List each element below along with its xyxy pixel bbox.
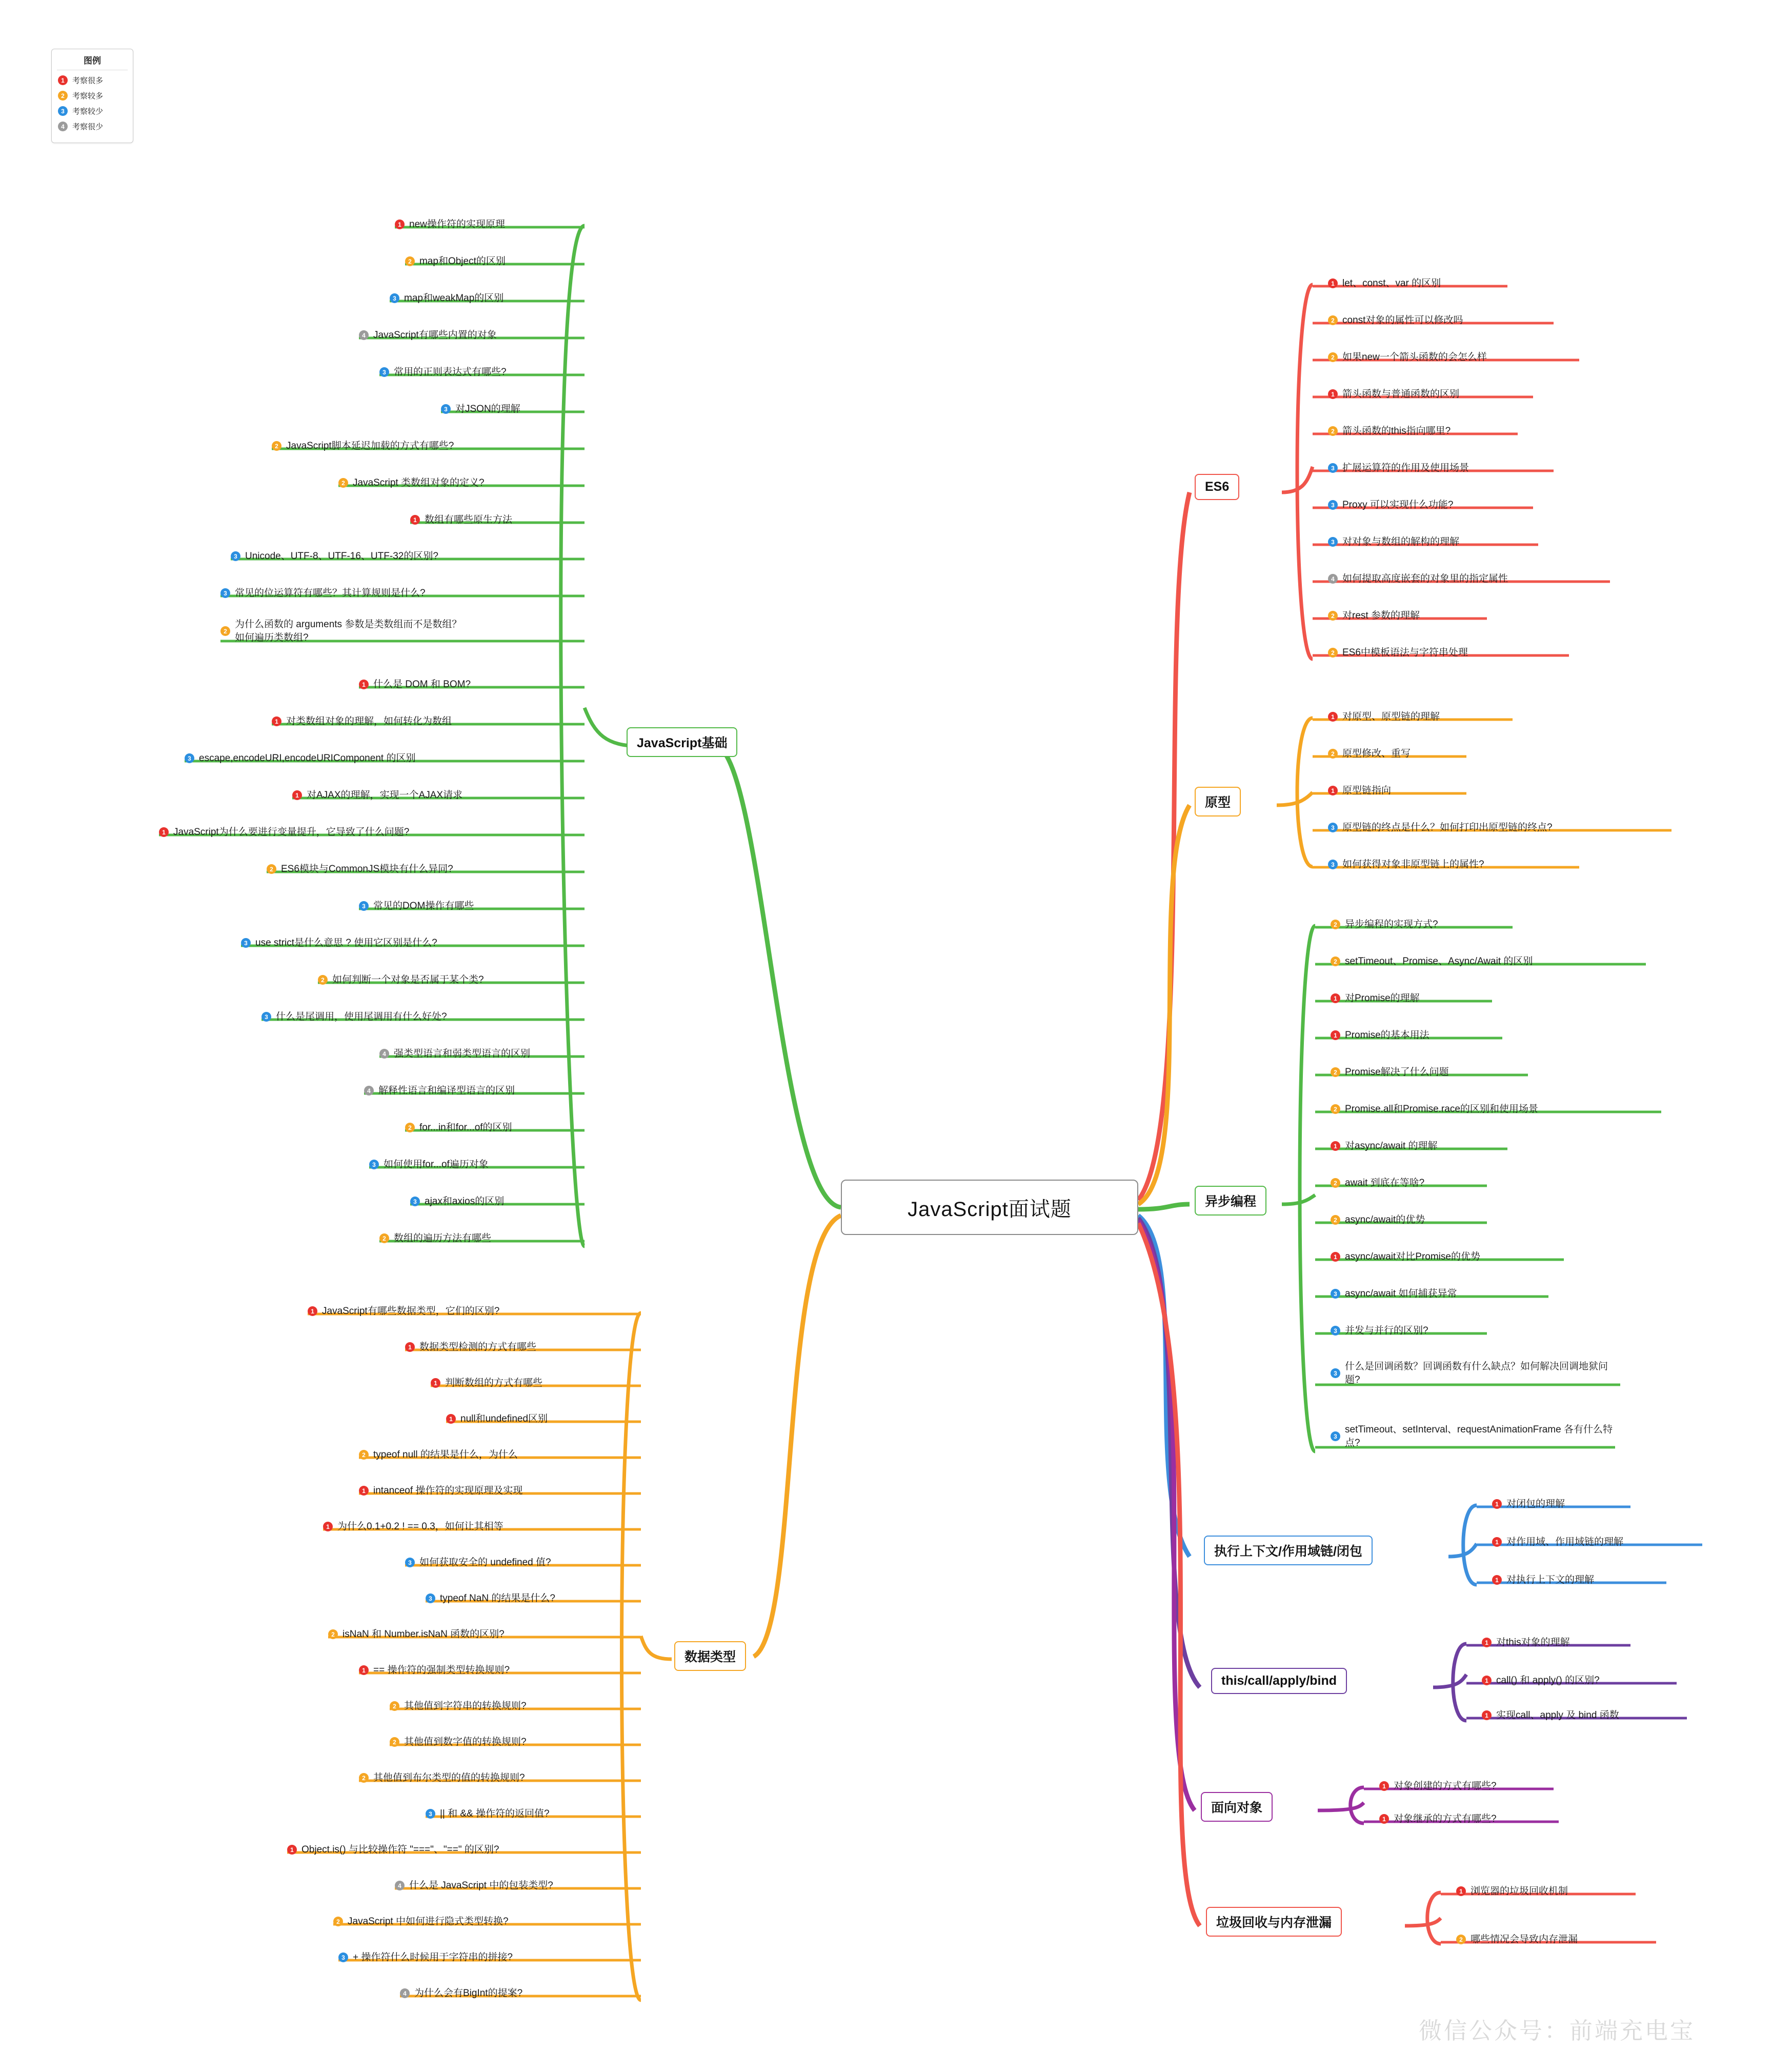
leaf-datatype[interactable] bbox=[359, 1484, 522, 1498]
badge-icon: 3 bbox=[405, 1558, 415, 1567]
badge-icon: 1 bbox=[287, 1845, 297, 1855]
branch-execution-context[interactable]: 执行上下文/作用域链/闭包 bbox=[1204, 1536, 1373, 1565]
leaf-label: 浏览器的垃圾回收机制 bbox=[1471, 1886, 1568, 1897]
legend-item-label: 考察很多 bbox=[72, 76, 104, 85]
badge-icon: 1 bbox=[1482, 1710, 1492, 1720]
badge-icon: 2 bbox=[1331, 1178, 1340, 1188]
legend-item bbox=[58, 90, 128, 101]
leaf-label: JavaScript脚本延迟加载的方式有哪些? bbox=[286, 441, 454, 451]
badge-icon: 1 bbox=[1331, 1141, 1340, 1151]
leaf-label: await 到底在等啥? bbox=[1345, 1178, 1425, 1188]
badge-icon: 4 bbox=[1328, 574, 1338, 584]
leaf-label: let、const、var 的区别 bbox=[1342, 278, 1441, 289]
leaf-datatype[interactable] bbox=[333, 1915, 509, 1928]
badge-icon: 1 bbox=[323, 1522, 333, 1531]
badge-icon: 1 bbox=[1379, 1781, 1389, 1791]
leaf-prototype[interactable] bbox=[1328, 821, 1553, 834]
leaf-label: JavaScript 中如何进行隐式类型转换? bbox=[348, 1916, 509, 1927]
leaf-js-base[interactable] bbox=[405, 1121, 512, 1134]
leaf-label: call() 和 apply() 的区别? bbox=[1496, 1675, 1600, 1686]
leaf-js-base[interactable] bbox=[379, 366, 507, 379]
leaf-gc[interactable] bbox=[1456, 1885, 1568, 1898]
branch-prototype[interactable]: 原型 bbox=[1195, 787, 1241, 816]
leaf-label: 原型链指向 bbox=[1342, 785, 1392, 796]
leaf-es6[interactable] bbox=[1328, 572, 1508, 586]
leaf-label: 箭头函数与普通函数的区别 bbox=[1342, 389, 1460, 400]
leaf-datatype[interactable] bbox=[390, 1700, 527, 1713]
badge-icon: 1 bbox=[159, 827, 169, 837]
leaf-datatype[interactable] bbox=[359, 1664, 510, 1677]
leaf-label: 如何获得对象非原型链上的属性? bbox=[1342, 859, 1484, 870]
leaf-label: map和Object的区别 bbox=[419, 256, 506, 267]
badge-icon: 1 bbox=[359, 1486, 369, 1496]
legend-item-label: 考察较多 bbox=[72, 92, 104, 101]
leaf-js-base[interactable] bbox=[359, 900, 474, 913]
leaf-es6[interactable] bbox=[1328, 499, 1453, 512]
leaf-js-base[interactable] bbox=[231, 550, 438, 563]
badge-icon: 1 bbox=[1492, 1499, 1502, 1509]
badge-icon: 3 bbox=[410, 1197, 420, 1206]
leaf-label: intanceof 操作符的实现原理及实现 bbox=[373, 1485, 523, 1496]
badge-icon: 1 bbox=[308, 1306, 317, 1316]
leaf-label: 对对象与数组的解构的理解 bbox=[1342, 536, 1460, 547]
legend-item bbox=[58, 106, 128, 116]
leaf-es6[interactable] bbox=[1328, 609, 1420, 623]
badge-icon: 2 bbox=[1328, 749, 1338, 759]
badge-3-icon: 3 bbox=[58, 106, 68, 116]
leaf-label: 箭头函数的this指向哪里? bbox=[1342, 426, 1451, 436]
leaf-label: 对this对象的理解 bbox=[1496, 1637, 1570, 1648]
badge-icon: 1 bbox=[1331, 993, 1340, 1003]
leaf-async[interactable] bbox=[1331, 1066, 1449, 1079]
badge-icon: 3 bbox=[1331, 1368, 1340, 1378]
branch-async[interactable]: 异步编程 bbox=[1195, 1186, 1266, 1216]
badge-icon: 3 bbox=[1328, 500, 1338, 510]
leaf-label: 对闭包的理解 bbox=[1506, 1499, 1565, 1509]
leaf-label: ES6中模板语法与字符串处理 bbox=[1342, 647, 1468, 658]
badge-icon: 2 bbox=[1456, 1935, 1466, 1944]
leaf-label: 如何提取高度嵌套的对象里的指定属性 bbox=[1342, 573, 1508, 584]
badge-icon: 2 bbox=[318, 975, 328, 985]
badge-icon: 1 bbox=[405, 1342, 415, 1352]
leaf-label: 什么是 JavaScript 中的包装类型? bbox=[409, 1880, 553, 1891]
badge-icon: 3 bbox=[359, 901, 369, 911]
badge-icon: 2 bbox=[1331, 1104, 1340, 1114]
leaf-label: for...in和for...of的区别 bbox=[419, 1122, 512, 1133]
leaf-js-base[interactable] bbox=[369, 1158, 489, 1171]
badge-4-icon: 4 bbox=[58, 122, 68, 131]
badge-icon: 1 bbox=[1492, 1537, 1502, 1547]
leaf-label: Unicode、UTF-8、UTF-16、UTF-32的区别? bbox=[245, 551, 438, 562]
leaf-label: typeof NaN 的结果是什么? bbox=[440, 1593, 555, 1604]
leaf-context[interactable] bbox=[1492, 1573, 1594, 1587]
leaf-js-base[interactable] bbox=[261, 1010, 447, 1024]
badge-icon: 2 bbox=[1331, 920, 1340, 929]
legend-item-label: 考察较少 bbox=[72, 107, 104, 116]
leaf-label: 其他值到布尔类型的值的转换规则? bbox=[373, 1772, 525, 1783]
leaf-label: ajax和axios的区别 bbox=[425, 1196, 505, 1207]
badge-icon: 2 bbox=[328, 1629, 338, 1639]
leaf-datatype[interactable] bbox=[400, 1987, 522, 2000]
leaf-datatype[interactable] bbox=[405, 1556, 551, 1569]
leaf-label: JavaScript 类数组对象的定义? bbox=[353, 477, 485, 488]
badge-icon: 4 bbox=[395, 1881, 405, 1890]
leaf-js-base[interactable] bbox=[220, 587, 426, 600]
leaf-label: 常见的位运算符有哪些？其计算规则是什么? bbox=[235, 588, 426, 599]
leaf-async[interactable] bbox=[1331, 1324, 1428, 1338]
badge-icon: 4 bbox=[400, 1988, 410, 1998]
leaf-async[interactable] bbox=[1331, 1360, 1618, 1386]
badge-icon: 2 bbox=[338, 478, 348, 488]
leaf-js-base[interactable] bbox=[159, 826, 409, 839]
leaf-label: 数组的遍历方法有哪些 bbox=[394, 1233, 492, 1244]
badge-icon: 3 bbox=[441, 404, 451, 414]
leaf-this[interactable] bbox=[1482, 1636, 1570, 1649]
leaf-gc[interactable] bbox=[1456, 1933, 1578, 1946]
leaf-prototype[interactable] bbox=[1328, 784, 1391, 798]
leaf-js-base[interactable] bbox=[272, 715, 452, 728]
leaf-js-base[interactable] bbox=[359, 329, 497, 342]
badge-icon: 2 bbox=[379, 1233, 389, 1243]
leaf-label: 对AJAX的理解，实现一个AJAX请求 bbox=[307, 790, 463, 801]
badge-icon: 3 bbox=[1328, 463, 1338, 473]
leaf-datatype[interactable] bbox=[359, 1771, 525, 1785]
leaf-async[interactable] bbox=[1331, 1140, 1438, 1153]
leaf-label: 强类型语言和弱类型语言的区别 bbox=[394, 1048, 531, 1059]
leaf-async[interactable] bbox=[1331, 1029, 1429, 1042]
badge-icon: 2 bbox=[220, 626, 230, 636]
leaf-datatype[interactable] bbox=[405, 1341, 536, 1354]
badge-icon: 1 bbox=[1328, 712, 1338, 722]
badge-icon: 3 bbox=[338, 1953, 348, 1962]
leaf-label: 数组有哪些原生方法 bbox=[425, 514, 513, 525]
leaf-datatype[interactable] bbox=[426, 1807, 550, 1821]
badge-1-icon: 1 bbox=[58, 75, 68, 85]
leaf-label: 扩展运算符的作用及使用场景 bbox=[1342, 463, 1469, 473]
leaf-js-base[interactable] bbox=[379, 1047, 530, 1061]
leaf-label: 对Promise的理解 bbox=[1345, 993, 1420, 1004]
leaf-label: 对原型、原型链的理解 bbox=[1342, 711, 1440, 722]
leaf-label: 什么是 DOM 和 BOM? bbox=[373, 679, 471, 690]
leaf-js-base[interactable] bbox=[292, 789, 462, 802]
leaf-datatype[interactable] bbox=[390, 1736, 527, 1749]
leaf-label: 原型修改、重写 bbox=[1342, 748, 1411, 759]
badge-icon: 4 bbox=[359, 330, 369, 340]
leaf-label: 对象创建的方式有哪些? bbox=[1394, 1781, 1497, 1791]
leaf-es6[interactable] bbox=[1328, 535, 1459, 549]
leaf-datatype[interactable] bbox=[446, 1412, 548, 1426]
badge-icon: 1 bbox=[292, 790, 302, 800]
leaf-label: 为什么0.1+0.2 ! == 0.3，如何让其相等 bbox=[337, 1521, 504, 1532]
leaf-label: ES6模块与CommonJS模块有什么异同? bbox=[281, 864, 453, 874]
badge-icon: 2 bbox=[390, 1701, 399, 1711]
leaf-datatype[interactable] bbox=[328, 1628, 505, 1641]
leaf-js-base[interactable] bbox=[318, 973, 484, 987]
badge-icon: 3 bbox=[1331, 1431, 1340, 1441]
leaf-label: 判断数组的方式有哪些 bbox=[445, 1378, 543, 1388]
leaf-label: 如何使用for...of遍历对象 bbox=[384, 1159, 489, 1170]
leaf-label: 对rest 参数的理解 bbox=[1342, 610, 1420, 621]
leaf-label: 其他值到字符串的转换规则? bbox=[404, 1701, 527, 1711]
leaf-label: 如何判断一个对象是否属于某个类? bbox=[332, 974, 484, 985]
leaf-prototype[interactable] bbox=[1328, 747, 1411, 761]
badge-icon: 2 bbox=[1328, 352, 1338, 362]
badge-icon: 2 bbox=[1328, 426, 1338, 436]
leaf-js-base[interactable] bbox=[395, 218, 505, 231]
leaf-label: 实现call、apply 及 bind 函数 bbox=[1496, 1710, 1619, 1721]
badge-icon: 1 bbox=[1482, 1676, 1492, 1685]
leaf-label: Proxy 可以实现什么功能? bbox=[1342, 500, 1454, 510]
leaf-label: async/await对比Promise的优势 bbox=[1345, 1251, 1480, 1262]
leaf-async[interactable] bbox=[1331, 1287, 1457, 1301]
badge-icon: 3 bbox=[185, 753, 194, 763]
leaf-label: 对执行上下文的理解 bbox=[1506, 1575, 1595, 1585]
badge-icon: 1 bbox=[359, 1665, 369, 1675]
leaf-es6[interactable] bbox=[1328, 351, 1487, 364]
leaf-label: 对象继承的方式有哪些? bbox=[1394, 1814, 1497, 1824]
badge-icon: 2 bbox=[1328, 611, 1338, 621]
legend-item bbox=[58, 121, 128, 132]
badge-icon: 3 bbox=[231, 551, 240, 561]
leaf-label: 对JSON的理解 bbox=[455, 404, 520, 414]
leaf-label: 对类数组对象的理解，如何转化为数组 bbox=[286, 716, 452, 727]
leaf-label: 为什么会有BigInt的提案? bbox=[414, 1988, 523, 1999]
badge-icon: 3 bbox=[241, 938, 251, 948]
leaf-label: escape,encodeURI,encodeURIComponent 的区别 bbox=[199, 753, 416, 764]
leaf-datatype[interactable] bbox=[308, 1305, 499, 1318]
badge-icon: 1 bbox=[1328, 278, 1338, 288]
leaf-label: Promise的基本用法 bbox=[1345, 1030, 1429, 1041]
leaf-js-base[interactable] bbox=[410, 513, 512, 527]
badge-icon: 4 bbox=[364, 1086, 374, 1095]
leaf-label: async/await 如何捕获异常 bbox=[1345, 1288, 1457, 1299]
branch-data-types[interactable]: 数据类型 bbox=[674, 1641, 746, 1671]
branch-es6[interactable]: ES6 bbox=[1195, 474, 1239, 500]
leaf-datatype[interactable] bbox=[431, 1377, 542, 1390]
leaf-label: 常用的正则表达式有哪些? bbox=[394, 367, 507, 377]
leaf-async[interactable] bbox=[1331, 1423, 1618, 1449]
branch-javascript-basics[interactable]: JavaScript基础 bbox=[627, 727, 737, 757]
leaf-js-base[interactable] bbox=[390, 292, 504, 305]
badge-icon: 3 bbox=[1328, 860, 1338, 869]
leaf-async[interactable] bbox=[1331, 992, 1420, 1005]
leaf-label: 并发与并行的区别? bbox=[1345, 1325, 1428, 1336]
branch-oop[interactable]: 面向对象 bbox=[1201, 1792, 1273, 1822]
leaf-label: isNaN 和 Number.isNaN 函数的区别? bbox=[343, 1629, 505, 1640]
badge-icon: 2 bbox=[390, 1737, 399, 1747]
leaf-label: 原型链的终点是什么？如何打印出原型链的终点? bbox=[1342, 822, 1553, 833]
leaf-context[interactable] bbox=[1492, 1536, 1623, 1549]
badge-icon: 3 bbox=[390, 293, 399, 303]
badge-icon: 2 bbox=[333, 1917, 343, 1926]
badge-icon: 3 bbox=[1331, 1326, 1340, 1336]
leaf-js-base[interactable] bbox=[410, 1195, 504, 1208]
leaf-datatype[interactable] bbox=[323, 1520, 504, 1533]
leaf-label: new操作符的实现原理 bbox=[409, 219, 505, 230]
leaf-js-base[interactable] bbox=[405, 255, 506, 268]
badge-icon: 1 bbox=[1456, 1886, 1466, 1896]
root-node[interactable]: JavaScript面试题 bbox=[841, 1180, 1138, 1235]
leaf-label: 如何获取安全的 undefined 值? bbox=[419, 1557, 551, 1568]
badge-icon: 1 bbox=[431, 1378, 440, 1388]
badge-icon: 3 bbox=[1328, 537, 1338, 547]
badge-icon: 3 bbox=[1331, 1289, 1340, 1299]
badge-icon: 2 bbox=[405, 1123, 415, 1132]
badge-icon: 3 bbox=[426, 1593, 435, 1603]
leaf-datatype[interactable] bbox=[426, 1592, 555, 1605]
branch-gc-memory-leak[interactable]: 垃圾回收与内存泄漏 bbox=[1206, 1907, 1342, 1937]
leaf-label: setTimeout、Promise、Async/Await 的区别 bbox=[1345, 956, 1533, 967]
leaf-js-base[interactable] bbox=[267, 863, 453, 876]
leaf-datatype[interactable] bbox=[287, 1843, 499, 1857]
badge-icon: 1 bbox=[1331, 1252, 1340, 1262]
leaf-datatype[interactable] bbox=[395, 1879, 553, 1892]
badge-icon: 2 bbox=[267, 864, 276, 874]
leaf-label: 为什么函数的 arguments 参数是类数组而不是数组？如何遍历类数组? bbox=[235, 619, 462, 643]
leaf-async[interactable] bbox=[1331, 955, 1533, 968]
leaf-label: typeof null 的结果是什么，为什么 bbox=[373, 1449, 518, 1460]
leaf-label: 什么是回调函数？回调函数有什么缺点？如何解决回调地狱问题? bbox=[1345, 1361, 1608, 1385]
leaf-label: Object.is() 与比较操作符 "==="、"==" 的区别? bbox=[301, 1844, 499, 1855]
leaf-es6[interactable] bbox=[1328, 646, 1468, 660]
leaf-label: map和weakMap的区别 bbox=[404, 293, 504, 304]
leaf-label: + 操作符什么时候用于字符串的拼接? bbox=[353, 1952, 513, 1963]
badge-icon: 2 bbox=[359, 1450, 369, 1460]
leaf-js-base[interactable] bbox=[338, 476, 485, 490]
badge-icon: 3 bbox=[369, 1160, 379, 1169]
badge-icon: 1 bbox=[1328, 389, 1338, 399]
badge-icon: 1 bbox=[1328, 786, 1338, 795]
legend-item bbox=[58, 75, 128, 86]
leaf-js-base[interactable] bbox=[379, 1232, 491, 1245]
leaf-label: Promise.all和Promise.race的区别和使用场景 bbox=[1345, 1104, 1538, 1114]
leaf-js-base[interactable] bbox=[272, 440, 454, 453]
leaf-prototype[interactable] bbox=[1328, 858, 1484, 871]
leaf-label: 其他值到数字值的转换规则? bbox=[404, 1737, 527, 1747]
badge-icon: 1 bbox=[359, 680, 369, 689]
leaf-async[interactable] bbox=[1331, 1213, 1425, 1227]
badge-icon: 1 bbox=[1492, 1575, 1502, 1585]
leaf-label: 哪些情况会导致内存泄漏 bbox=[1471, 1934, 1578, 1945]
leaf-oop[interactable] bbox=[1379, 1780, 1497, 1793]
leaf-label: 什么是尾调用，使用尾调用有什么好处? bbox=[276, 1011, 447, 1022]
badge-icon: 2 bbox=[272, 441, 281, 451]
badge-icon: 2 bbox=[359, 1773, 369, 1783]
badge-icon: 1 bbox=[1379, 1814, 1389, 1824]
badge-icon: 2 bbox=[1331, 957, 1340, 966]
leaf-label: JavaScript有哪些数据类型，它们的区别? bbox=[322, 1306, 500, 1317]
leaf-this[interactable] bbox=[1482, 1709, 1619, 1722]
leaf-label: 异步编程的实现方式? bbox=[1345, 919, 1438, 930]
leaf-es6[interactable] bbox=[1328, 277, 1441, 290]
legend-panel bbox=[51, 49, 133, 143]
badge-icon: 3 bbox=[261, 1012, 271, 1022]
leaf-label: 对作用域、作用域链的理解 bbox=[1506, 1537, 1624, 1547]
leaf-js-base[interactable] bbox=[220, 618, 467, 644]
leaf-es6[interactable] bbox=[1328, 388, 1459, 401]
leaf-js-base[interactable] bbox=[185, 752, 415, 765]
leaf-es6[interactable] bbox=[1328, 425, 1451, 438]
leaf-label: == 操作符的强制类型转换规则? bbox=[373, 1665, 510, 1676]
leaf-label: 数据类型检测的方式有哪些 bbox=[419, 1342, 537, 1352]
badge-icon: 4 bbox=[379, 1049, 389, 1059]
badge-icon: 3 bbox=[220, 588, 230, 598]
leaf-oop[interactable] bbox=[1379, 1812, 1497, 1826]
badge-icon: 3 bbox=[1328, 823, 1338, 832]
leaf-js-base[interactable] bbox=[364, 1084, 515, 1098]
badge-icon: 1 bbox=[272, 716, 281, 726]
badge-icon: 3 bbox=[379, 367, 389, 377]
leaf-label: setTimeout、setInterval、requestAnimationFrame 各有什么特点? bbox=[1345, 1424, 1613, 1448]
leaf-label: const对象的属性可以修改吗 bbox=[1342, 315, 1463, 326]
leaf-label: 解释性语言和编译型语言的区别 bbox=[378, 1085, 515, 1096]
badge-icon: 2 bbox=[1328, 315, 1338, 325]
leaf-es6[interactable] bbox=[1328, 314, 1463, 327]
leaf-label: null和undefined区别 bbox=[460, 1413, 548, 1424]
badge-icon: 2 bbox=[1331, 1215, 1340, 1225]
leaf-js-base[interactable] bbox=[441, 403, 520, 416]
badge-icon: 1 bbox=[1482, 1638, 1492, 1647]
leaf-label: 如果new一个箭头函数的会怎么样 bbox=[1342, 352, 1487, 363]
badge-icon: 2 bbox=[405, 256, 415, 266]
leaf-label: 对async/await 的理解 bbox=[1345, 1141, 1438, 1151]
badge-icon: 1 bbox=[410, 515, 420, 525]
leaf-this[interactable] bbox=[1482, 1674, 1600, 1687]
badge-icon: 1 bbox=[1331, 1030, 1340, 1040]
leaf-context[interactable] bbox=[1492, 1498, 1565, 1511]
leaf-es6[interactable] bbox=[1328, 462, 1469, 475]
leaf-async[interactable] bbox=[1331, 918, 1438, 931]
leaf-async[interactable] bbox=[1331, 1177, 1424, 1190]
watermark: 微信公众号：前端充电宝 bbox=[1418, 2018, 1695, 2044]
leaf-label: JavaScript为什么要进行变量提升，它导致了什么问题? bbox=[173, 827, 410, 838]
leaf-label: || 和 && 操作符的返回值? bbox=[440, 1808, 550, 1819]
leaf-prototype[interactable] bbox=[1328, 710, 1440, 724]
leaf-async[interactable] bbox=[1331, 1250, 1480, 1264]
badge-icon: 1 bbox=[395, 220, 405, 229]
legend-title: 图例 bbox=[57, 53, 128, 70]
legend-item-label: 考察很少 bbox=[72, 123, 104, 131]
leaf-js-base[interactable] bbox=[359, 678, 471, 691]
badge-icon: 3 bbox=[426, 1809, 435, 1819]
leaf-label: use strict是什么意思 ? 使用它区别是什么? bbox=[255, 938, 437, 948]
badge-2-icon: 2 bbox=[58, 91, 68, 101]
leaf-async[interactable] bbox=[1331, 1103, 1538, 1116]
leaf-datatype[interactable] bbox=[338, 1951, 513, 1964]
badge-icon: 2 bbox=[1331, 1067, 1340, 1077]
leaf-label: Promise解决了什么问题 bbox=[1345, 1067, 1449, 1078]
branch-this-call-apply-bind[interactable]: this/call/apply/bind bbox=[1211, 1668, 1347, 1694]
leaf-datatype[interactable] bbox=[359, 1448, 518, 1462]
leaf-label: async/await的优势 bbox=[1345, 1214, 1425, 1225]
leaf-label: JavaScript有哪些内置的对象 bbox=[373, 330, 497, 341]
badge-icon: 1 bbox=[446, 1414, 456, 1424]
badge-icon: 2 bbox=[1328, 648, 1338, 658]
leaf-label: 常见的DOM操作有哪些 bbox=[373, 901, 474, 911]
leaf-js-base[interactable] bbox=[241, 937, 437, 950]
